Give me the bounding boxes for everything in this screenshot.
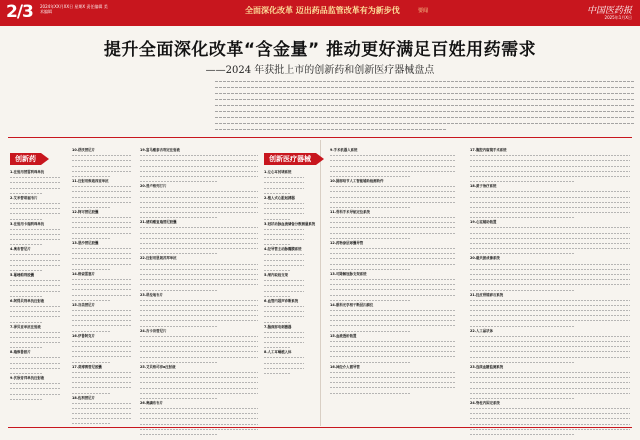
news-column	[10, 170, 60, 440]
item-title: 19.心室辅助装置	[470, 220, 497, 225]
item-title: 1.左心耳封堵系统	[264, 170, 292, 174]
body-text-line	[470, 396, 630, 401]
body-text-line	[470, 323, 630, 328]
item-title: 5.颅内取栓支架	[264, 273, 288, 277]
section-banner: 全面深化改革 迈出药品监管改革有为新步伐	[245, 6, 400, 15]
item-title: 18.佐利替尼片	[72, 395, 95, 400]
body-text-line	[140, 287, 258, 292]
body-text-line	[72, 421, 132, 426]
item-title: 9.伏欣奇拜单抗注射液	[10, 376, 45, 380]
news-column	[264, 170, 316, 440]
body-text-line	[140, 179, 258, 184]
body-text-line	[140, 432, 258, 437]
body-text-line	[10, 268, 60, 273]
item-title: 15.血液透析装置	[330, 333, 357, 338]
intro-text-line	[215, 127, 446, 133]
body-text-line	[10, 294, 60, 299]
item-title: 11.骨科手术导航定位系统	[330, 209, 370, 214]
body-text-line	[264, 319, 304, 324]
item-title: 26.奥磷布韦片	[140, 400, 163, 405]
item-title: 8.人工耳蜗植入体	[264, 350, 292, 355]
news-column	[470, 148, 630, 418]
body-text-line	[264, 371, 304, 376]
masthead-band	[0, 0, 640, 26]
news-column	[330, 148, 455, 418]
news-column	[72, 148, 132, 418]
item-title: 21.琥珀酸复瑞替尼胶囊	[140, 220, 177, 225]
news-column	[140, 148, 258, 418]
issue-date: 2025年1月X日	[604, 15, 632, 20]
body-text-line	[10, 216, 60, 221]
body-text-line	[10, 397, 60, 402]
body-text-line	[72, 359, 132, 364]
item-title: 23.昂拉地韦片	[140, 292, 163, 297]
item-title: 8.瑞维鲁胺片	[10, 350, 31, 355]
body-text-line	[10, 319, 60, 324]
item-title: 17.腹腔内窥镜手术系统	[470, 148, 507, 152]
item-title: 20.磁共振成像系统	[470, 256, 500, 261]
body-text-line	[72, 390, 132, 395]
item-title: 7.泽贝妥单抗注射液	[10, 324, 41, 329]
item-title: 11.注射用维迪西妥单抗	[72, 178, 109, 183]
body-text-line	[10, 371, 60, 376]
newspaper-brand: 中国医药报	[586, 6, 632, 16]
item-title: 17.莫博赛替尼胶囊	[72, 364, 102, 369]
item-title: 2.艾米替诺福韦片	[10, 195, 38, 200]
body-text-line	[72, 328, 132, 333]
item-title: 10.舒沃替尼片	[72, 148, 95, 152]
item-title: 5.氟唑帕利胶囊	[10, 273, 34, 277]
section-divider	[8, 137, 632, 138]
item-title: 7.脑深部电刺激器	[264, 324, 292, 329]
page-title: 提升全面深化改革“含金量” 推动更好满足百姓用药需求	[103, 40, 537, 60]
item-title: 18.质子治疗系统	[470, 184, 497, 189]
item-title: 25.艾贝格司亭α注射液	[140, 364, 176, 369]
item-title: 23.连续血糖监测系统	[470, 364, 504, 369]
body-text-line	[264, 294, 304, 299]
item-title: 10.肺部结节人工智能辅助检测软件	[330, 178, 384, 183]
body-text-line	[470, 179, 630, 184]
item-title: 12.阿可替尼胶囊	[72, 209, 99, 214]
item-title: 22.人工晶状体	[470, 328, 493, 333]
body-text-line	[140, 396, 258, 401]
body-text-line	[264, 191, 304, 196]
item-title: 24.脊柱内固定系统	[470, 400, 500, 405]
section-tag-innovative-devices: 创新医疗器械	[264, 153, 316, 165]
body-text-line	[10, 345, 60, 350]
body-text-line	[330, 267, 455, 272]
item-title: 1.注射用替雷利珠单抗	[10, 170, 45, 174]
body-text-line	[264, 268, 304, 273]
item-title: 4.奥布替尼片	[10, 247, 31, 252]
item-title: 6.血管内超声诊断系统	[264, 298, 299, 303]
body-text-line	[470, 215, 630, 220]
body-text-line	[470, 360, 630, 365]
body-text-line	[330, 298, 455, 303]
body-text-line	[10, 191, 60, 196]
item-title: 13.恩沙替尼胶囊	[72, 240, 99, 245]
body-text-line	[330, 236, 455, 241]
item-title: 12.药物涂层球囊导管	[330, 240, 364, 245]
banner-sub: 要闻	[418, 8, 429, 14]
item-title: 16.伊鲁阿克片	[72, 333, 95, 338]
footer-rule	[8, 427, 632, 428]
body-text-line	[72, 236, 132, 241]
item-title: 13.可降解冠脉支架系统	[330, 271, 367, 276]
item-title: 6.阿得贝利单抗注射液	[10, 298, 45, 303]
body-text-line	[140, 215, 258, 220]
body-text-line	[10, 242, 60, 247]
item-title: 4.经导管主动脉瓣膜系统	[264, 247, 302, 252]
intro-paragraph	[215, 78, 635, 133]
body-text-line	[330, 174, 455, 179]
page-number: 2/3	[6, 2, 33, 22]
body-text-line	[264, 345, 304, 350]
body-text-line	[140, 251, 258, 256]
body-text-line	[140, 360, 258, 365]
body-text-line	[330, 359, 455, 364]
item-title: 24.吉卡昔替尼片	[140, 328, 167, 333]
body-text-line	[264, 216, 304, 221]
body-text-line	[470, 251, 630, 256]
item-title: 21.经皮肾镜碎石系统	[470, 292, 504, 297]
item-title: 16.神经介入微导管	[330, 364, 360, 369]
item-title: 3.冠状动脉血流储备分数测量系统	[264, 221, 316, 226]
item-title: 14.格索雷塞片	[72, 271, 95, 276]
item-title: 2.植入式心脏起搏器	[264, 195, 295, 200]
section-tag-innovative-drugs: 创新药	[10, 153, 41, 165]
item-title: 9.手术机器人系统	[330, 148, 358, 152]
item-title: 20.普卢格列汀片	[140, 184, 167, 189]
body-text-line	[470, 287, 630, 292]
body-text-line	[330, 390, 455, 395]
body-text-line	[330, 328, 455, 333]
body-text-line	[72, 205, 132, 210]
body-text-line	[72, 298, 132, 303]
column-divider	[320, 140, 321, 426]
body-text-line	[140, 323, 258, 328]
item-title: 19.富马酸泰吉利定注射液	[140, 148, 180, 152]
page-subtitle: ——2024 年获批上市的创新药和创新医疗器械盘点	[205, 65, 435, 76]
item-title: 14.眼科光学相干断层扫描仪	[330, 302, 374, 307]
item-title: 15.谷美替尼片	[72, 302, 95, 307]
body-text-line	[264, 242, 304, 247]
page-meta: 2024年XX月XX日 星期X 责任编辑 美术编辑	[40, 4, 108, 14]
item-title: 22.注射用恩朗苏拜单抗	[140, 256, 177, 261]
body-text-line	[470, 432, 630, 437]
body-text-line	[72, 174, 132, 179]
body-text-line	[72, 267, 132, 272]
item-title: 3.注射用卡瑞利珠单抗	[10, 221, 45, 226]
body-text-line	[330, 205, 455, 210]
